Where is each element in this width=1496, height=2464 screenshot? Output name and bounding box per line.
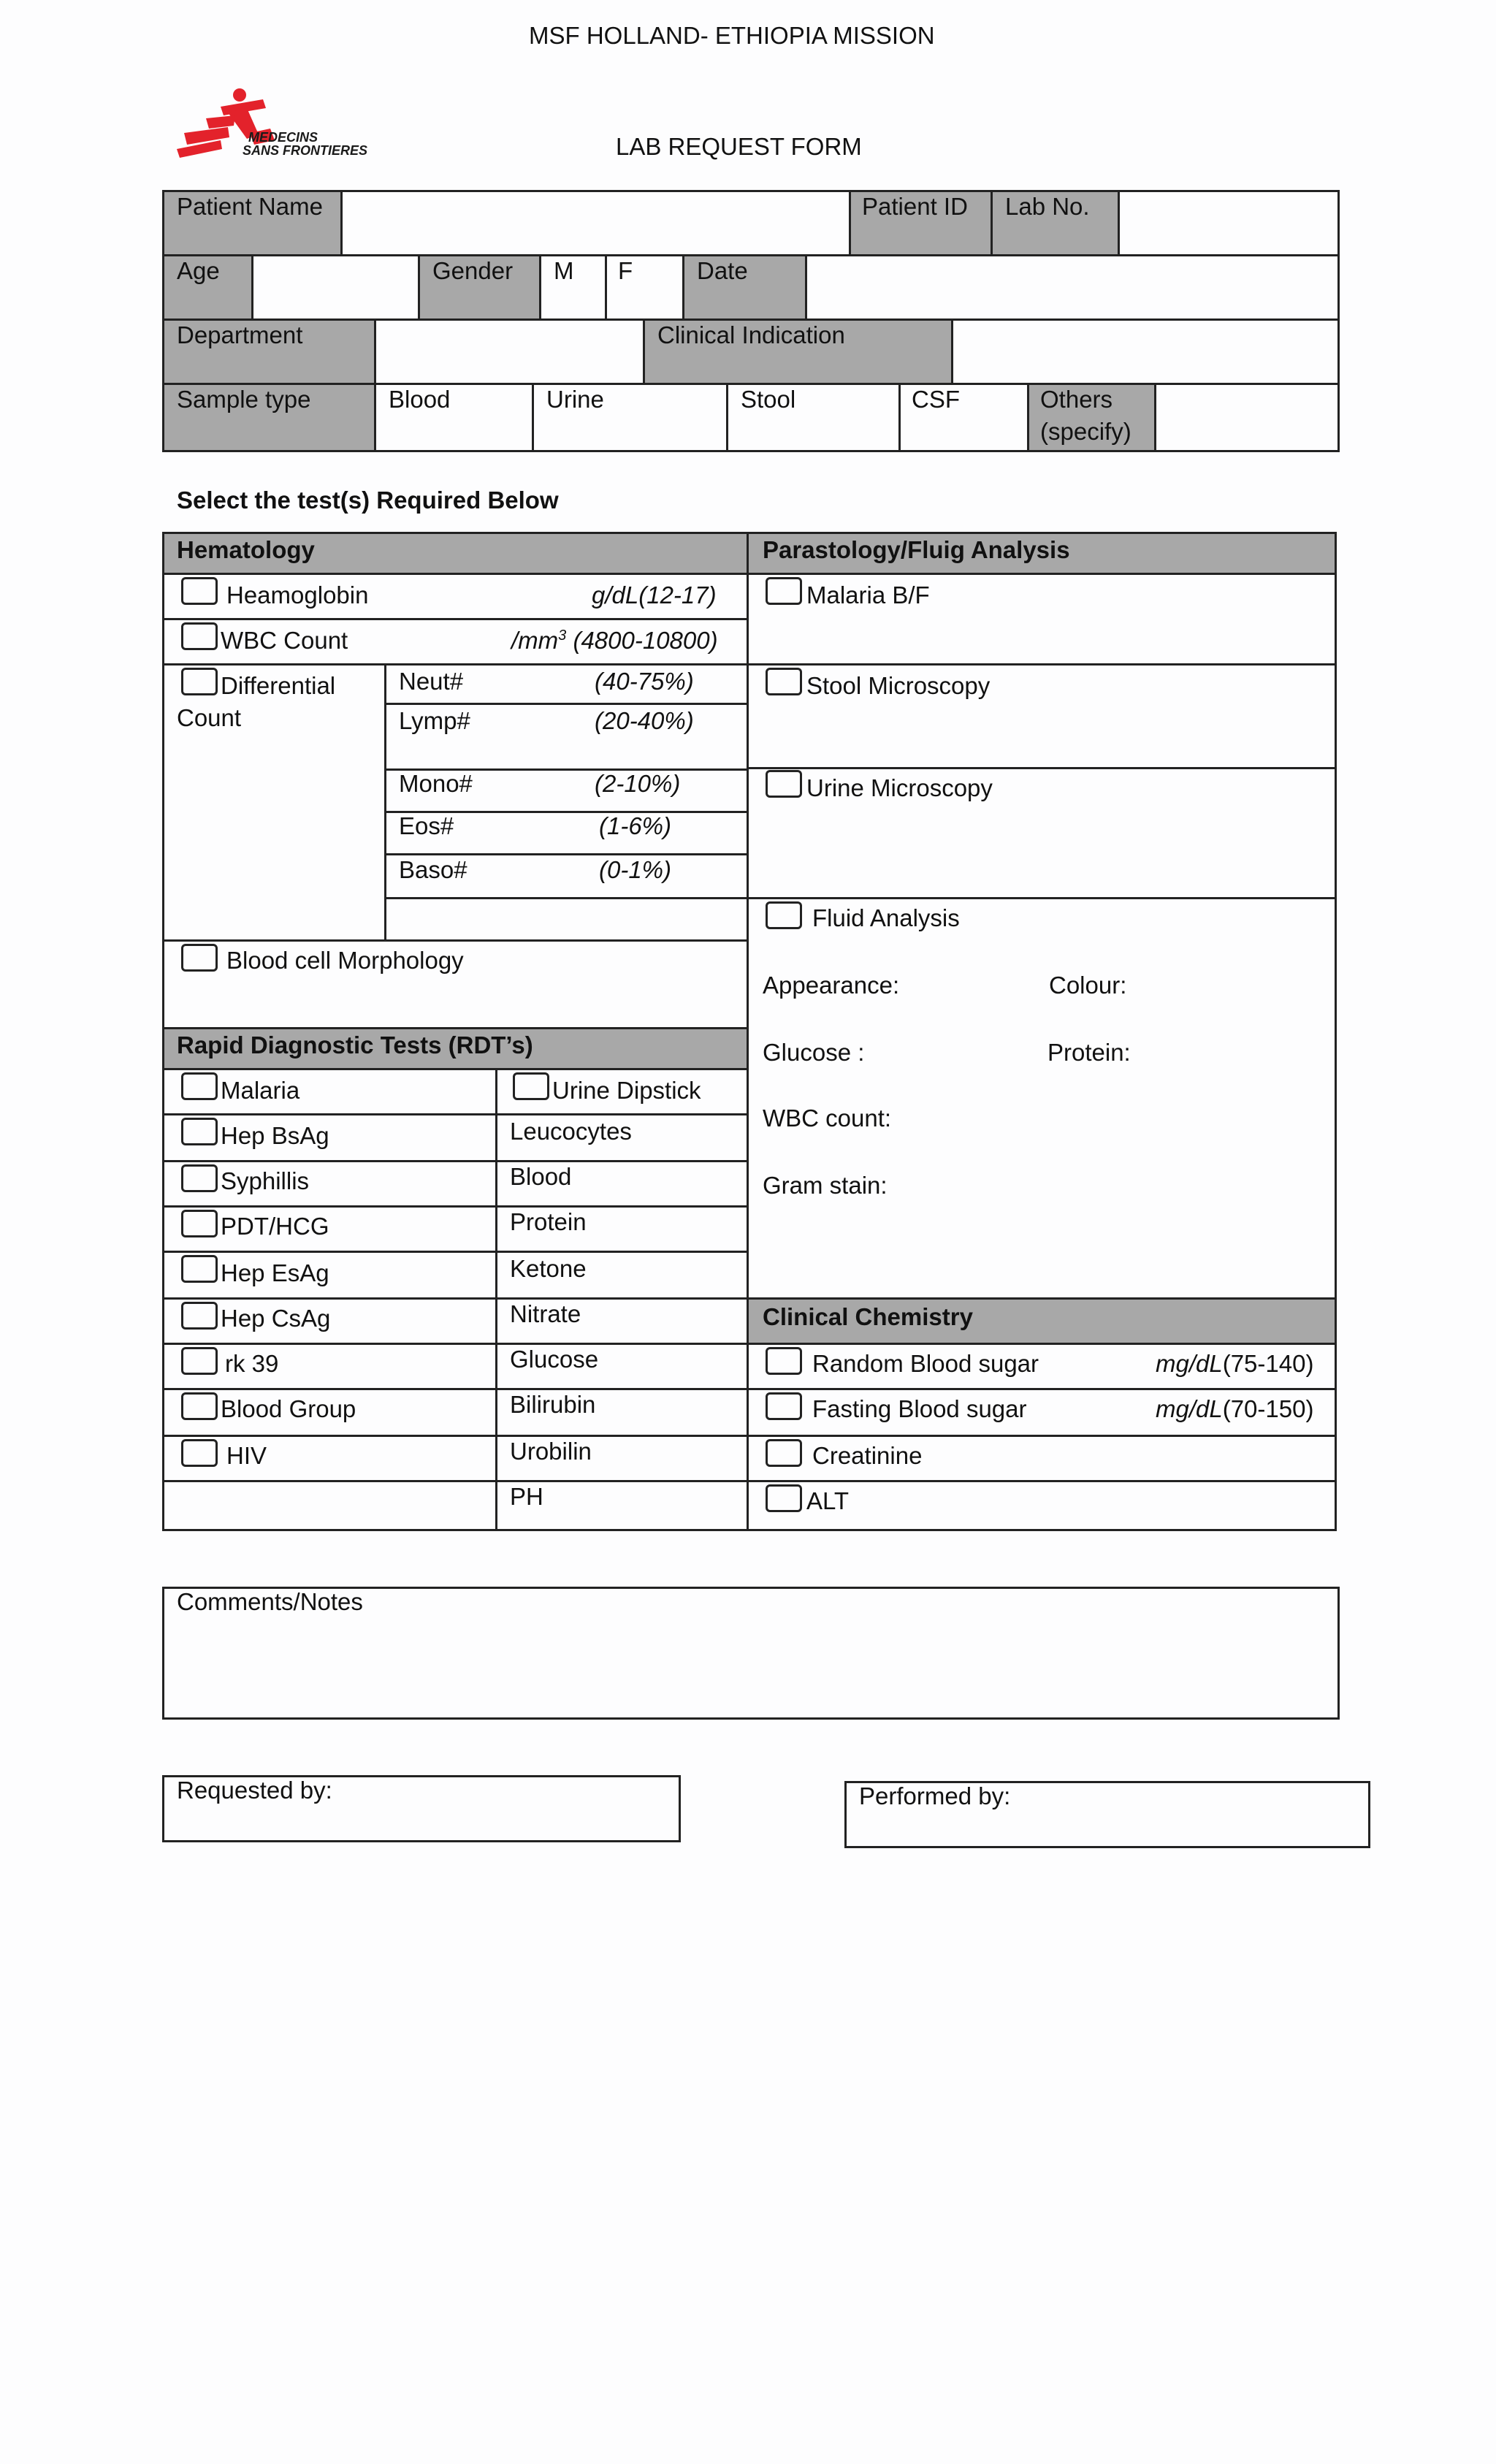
msf-logo <box>177 86 396 159</box>
rdt-pdt-hcg-checkbox[interactable] <box>181 1210 218 1237</box>
wbc-count-label: WBC Count <box>221 627 348 654</box>
urine-microscopy-checkbox[interactable] <box>766 770 802 798</box>
wbc-count-checbox[interactable] <box>181 622 218 650</box>
rdt-pdt-hcg-label: PDT/HCG <box>221 1213 329 1240</box>
differential-count-label: Differential <box>221 672 336 699</box>
fasting-blood-sugar-label: Fasting Blood sugar <box>812 1395 1027 1422</box>
sample-csf[interactable]: CSF <box>912 386 960 413</box>
gender-m-option[interactable]: M <box>554 257 574 284</box>
diff-eos-range: (1-6%) <box>599 812 672 839</box>
clinical-indication-label: Clinical Indication <box>657 321 845 348</box>
wbc-count-reference: $/mm^3$ (4800-10800) <box>511 627 718 654</box>
gender-label: Gender <box>432 257 514 284</box>
sample-type-label: Sample type <box>177 386 311 413</box>
lab-no-label: Lab No. <box>1005 193 1090 220</box>
stool-microscopy-checkbox[interactable] <box>766 668 802 695</box>
rdt-malaria-checkbox[interactable] <box>181 1072 218 1100</box>
rdt-hep-csag-checkbox[interactable] <box>181 1302 218 1330</box>
fluid-gram-stain-label: Gram stain: <box>763 1172 888 1199</box>
diff-baso-label: Baso# <box>399 856 468 883</box>
dipstick-leucocytes: Leucocytes <box>510 1118 632 1145</box>
patient-name-field[interactable] <box>343 193 847 253</box>
performed-by-label: Performed by: <box>859 1782 1011 1809</box>
sample-stool[interactable]: Stool <box>741 386 796 413</box>
lab-no-field[interactable] <box>1121 193 1337 253</box>
alt-label: ALT <box>806 1487 850 1514</box>
department-field[interactable] <box>377 321 641 381</box>
fluid-analysis-label: Fluid Analysis <box>812 904 960 931</box>
malaria-bf-label: Malaria B/F <box>806 581 930 609</box>
date-field[interactable] <box>808 257 1337 317</box>
fluid-colour-label: Colour: <box>1049 972 1127 999</box>
rdt-hep-esag-checkbox[interactable] <box>181 1255 218 1283</box>
rdt-hep-esag-label: Hep EsAg <box>221 1259 329 1286</box>
patient-name-label: Patient Name <box>177 193 323 220</box>
rdt-rk39-label: rk 39 <box>225 1350 279 1377</box>
heamoglobin-label: Heamoglobin <box>226 581 369 609</box>
fluid-appearance-label: Appearance: <box>763 972 900 999</box>
dipstick-glucose: Glucose <box>510 1346 599 1373</box>
age-label: Age <box>177 257 220 284</box>
rdt-rk39-checkbox[interactable] <box>181 1347 218 1375</box>
heamoglobin-reference: g/dL(12-17) <box>592 581 717 609</box>
fluid-protein-label: Protein: <box>1047 1039 1131 1066</box>
others-specify-field[interactable] <box>1157 386 1337 450</box>
fasting-blood-sugar-checkbox[interactable] <box>766 1392 802 1420</box>
fasting-blood-sugar-reference: mg/dL(70-150) <box>1156 1395 1314 1422</box>
clinical-indication-field[interactable] <box>954 321 1337 381</box>
date-label: Date <box>697 257 748 284</box>
sample-others-specify: (specify) <box>1040 418 1131 445</box>
diff-neut-range: (40-75%) <box>595 668 694 695</box>
random-blood-sugar-checkbox[interactable] <box>766 1347 802 1375</box>
diff-baso-range: (0-1%) <box>599 856 672 883</box>
rdt-blood-group-checkbox[interactable] <box>181 1392 218 1420</box>
creatinine-checkbox[interactable] <box>766 1439 802 1467</box>
diff-lymp-label: Lymp# <box>399 707 470 734</box>
rdt-hep-csag-label: Hep CsAg <box>221 1305 331 1332</box>
blood-cell-morphology-checkbox[interactable] <box>181 944 218 972</box>
diff-neut-label: Neut# <box>399 668 464 695</box>
diff-lymp-range: (20-40%) <box>595 707 694 734</box>
differential-count-checkbox[interactable] <box>181 668 218 695</box>
fluid-analysis-checkbox[interactable] <box>766 901 802 929</box>
department-label: Department <box>177 321 303 348</box>
rdt-hep-bsag-checkbox[interactable] <box>181 1118 218 1145</box>
dipstick-nitrate: Nitrate <box>510 1300 581 1327</box>
form-title: LAB REQUEST FORM <box>616 133 862 160</box>
stool-microscopy-label: Stool Microscopy <box>806 672 991 699</box>
sample-others-label: Others <box>1040 386 1113 413</box>
rdt-header: Rapid Diagnostic Tests (RDT’s) <box>177 1031 533 1059</box>
dipstick-urobilin: Urobilin <box>510 1438 592 1465</box>
alt-checkbox[interactable] <box>766 1484 802 1512</box>
dipstick-bilirubin: Bilirubin <box>510 1391 596 1418</box>
gender-f-option[interactable]: F <box>618 257 633 284</box>
rdt-syphillis-label: Syphillis <box>221 1167 310 1194</box>
fluid-glucose-label: Glucose : <box>763 1039 865 1066</box>
rdt-syphillis-checkbox[interactable] <box>181 1164 218 1192</box>
diff-mono-range: (2-10%) <box>595 770 681 797</box>
clinical-chemistry-header: Clinical Chemistry <box>763 1303 973 1330</box>
dipstick-protein: Protein <box>510 1208 587 1235</box>
dipstick-ph: PH <box>510 1483 543 1510</box>
fluid-wbc-count-label: WBC count: <box>763 1105 892 1132</box>
diff-eos-label: Eos# <box>399 812 454 839</box>
dipstick-blood: Blood <box>510 1163 572 1190</box>
urine-microscopy-label: Urine Microscopy <box>806 774 993 801</box>
mission-title: MSF HOLLAND- ETHIOPIA MISSION <box>529 22 935 49</box>
select-tests-heading: Select the test(s) Required Below <box>177 487 559 514</box>
svg-text:SANS FRONTIERES: SANS FRONTIERES <box>243 143 368 158</box>
patient-id-label: Patient ID <box>862 193 968 220</box>
dipstick-ketone: Ketone <box>510 1255 587 1282</box>
sample-blood[interactable]: Blood <box>389 386 451 413</box>
rdt-hiv-checkbox[interactable] <box>181 1439 218 1467</box>
hematology-header: Hematology <box>177 536 315 563</box>
parasitology-header: Parastology/Fluig Analysis <box>763 536 1070 563</box>
heamoglobin-checkbox[interactable] <box>181 577 218 605</box>
creatinine-label: Creatinine <box>812 1442 923 1469</box>
diff-mono-label: Mono# <box>399 770 473 797</box>
rdt-hiv-label: HIV <box>226 1442 267 1469</box>
rdt-blood-group-label: Blood Group <box>221 1395 356 1422</box>
msf-running-man-icon <box>177 86 396 159</box>
blood-cell-morphology-label: Blood cell Morphology <box>226 947 464 974</box>
requested-by-label: Requested by: <box>177 1777 332 1804</box>
age-field[interactable] <box>254 257 416 317</box>
random-blood-sugar-label: Random Blood sugar <box>812 1350 1039 1377</box>
rdt-malaria-label: Malaria <box>221 1077 300 1104</box>
svg-text:MEDECINS: MEDECINS <box>248 130 318 145</box>
differential-count-label-line2: Count <box>177 704 242 731</box>
urine-dipstick-label: Urine Dipstick <box>552 1077 701 1104</box>
sample-urine[interactable]: Urine <box>546 386 604 413</box>
random-blood-sugar-reference: mg/dL(75-140) <box>1156 1350 1314 1377</box>
comments-notes-label: Comments/Notes <box>177 1588 363 1615</box>
urine-dipstick-checkbox[interactable] <box>513 1072 549 1100</box>
rdt-hep-bsag-label: Hep BsAg <box>221 1122 329 1149</box>
malaria-bf-checkbox[interactable] <box>766 577 802 605</box>
